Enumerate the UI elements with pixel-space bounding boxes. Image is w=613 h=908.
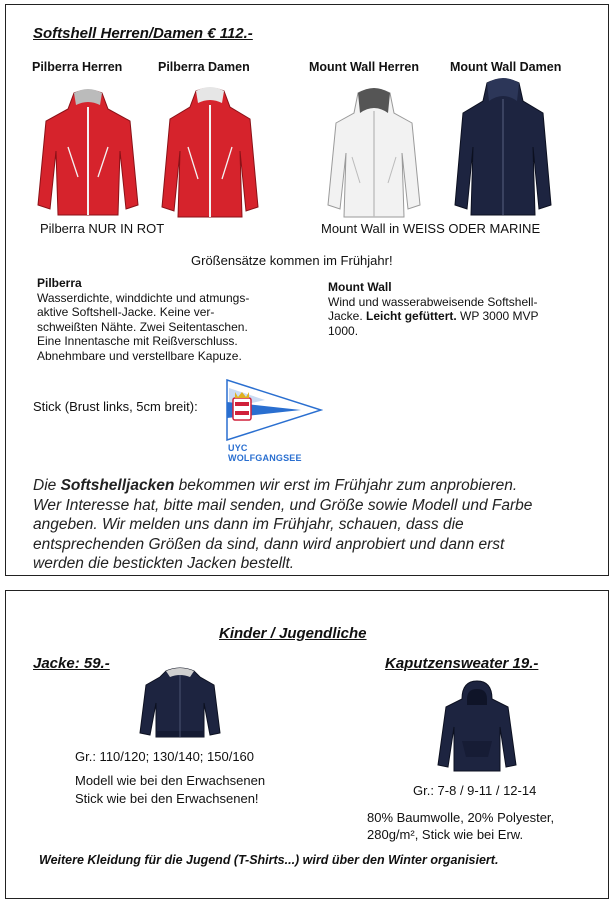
jacket-image-pilberra-damen — [158, 85, 262, 219]
para-text: bekommen wir erst im Frühjahr zum anprobieren. — [178, 477, 518, 494]
hoodie-material: 80% Baumwolle, 20% Polyester, — [367, 810, 555, 825]
caption-pilberra: Pilberra NUR IN ROT — [40, 221, 165, 236]
kids-hoodie-image — [436, 679, 518, 775]
pilberra-desc-line: aktive Softshell-Jacke. Keine ver- — [37, 305, 215, 319]
para-line: angeben. Wir melden uns dann im Frühjahr, schauen, dass die — [33, 516, 464, 533]
para-bold: Softshelljacken — [60, 477, 175, 494]
logo-text: UYC WOLFGANGSEE — [228, 443, 302, 463]
product-name-mountwall-damen: Mount Wall Damen — [450, 60, 562, 74]
kids-jacket-image — [138, 663, 222, 743]
para-line: werden die bestickten Jacken bestellt. — [33, 555, 295, 572]
pilberra-description — [37, 276, 287, 363]
kids-heading: Kinder / Jugendliche — [219, 625, 367, 642]
club-logo — [223, 378, 323, 463]
pilberra-desc-line: Abnehmbare und verstellbare Kapuze. — [37, 348, 242, 363]
softshell-section — [5, 4, 609, 576]
jacket-image-mountwall-damen — [449, 77, 557, 217]
jacket-image-mountwall-herren — [324, 87, 424, 219]
jacket-note-model: Modell wie bei den Erwachsenen — [75, 773, 266, 788]
jacket-image-pilberra-herren — [34, 87, 142, 217]
pilberra-desc-line: Wasserdichte, winddichte und atmungs- — [37, 290, 250, 305]
kids-section — [5, 590, 609, 899]
para-line: entsprechenden Größen da sind, dann wird anprobiert und dann erst — [33, 535, 505, 553]
softshell-heading: Softshell Herren/Damen € 112.- — [33, 25, 253, 42]
para-text: Die — [33, 477, 57, 494]
mountwall-desc-title: Mount Wall — [328, 280, 392, 294]
caption-mountwall: Mount Wall in WEISS ODER MARINE — [321, 221, 541, 236]
softshell-info-paragraph — [33, 476, 605, 574]
mountwall-desc-bold: Leicht gefüttert. — [366, 309, 457, 323]
pilberra-desc-line: schweißten Nähte. Zwei Seitentaschen. — [37, 319, 248, 334]
stick-label: Stick (Brust links, 5cm breit): — [33, 399, 198, 414]
product-name-mountwall-herren: Mount Wall Herren — [309, 60, 419, 74]
hoodie-sizes: Gr.: 7-8 / 9-11 / 12-14 — [413, 783, 537, 798]
mountwall-desc-text: WP 3000 MVP — [460, 309, 539, 323]
mountwall-desc-line2 — [328, 309, 588, 324]
kids-footer-note: Weitere Kleidung für die Jugend (T-Shirts...) wird über den Winter organisiert. — [39, 853, 499, 867]
mountwall-desc-line: Wind und wasserabweisende Softshell- — [328, 294, 538, 309]
jacket-note-stick: Stick wie bei den Erwachsenen! — [75, 791, 259, 806]
jacket-title: Jacke: 59.- — [33, 655, 110, 672]
pilberra-desc-title: Pilberra — [37, 276, 82, 290]
pilberra-desc-line: Eine Innentasche mit Reißverschluss. — [37, 334, 238, 348]
product-name-pilberra-herren: Pilberra Herren — [32, 60, 123, 74]
hoodie-title: Kaputzensweater 19.- — [385, 655, 539, 672]
product-name-pilberra-damen: Pilberra Damen — [158, 60, 250, 74]
para-line: Wer Interesse hat, bitte mail senden, und Größe sowie Modell und Farbe — [33, 496, 533, 514]
mountwall-desc-text: Jacke. — [328, 309, 363, 323]
jacket-sizes: Gr.: 110/120; 130/140; 150/160 — [75, 749, 255, 764]
sizes-note: Größensätze kommen im Frühjahr! — [191, 253, 393, 268]
mountwall-description — [328, 280, 588, 338]
hoodie-material: 280g/m², Stick wie bei Erw. — [367, 827, 524, 842]
para-first-line — [33, 476, 605, 496]
mountwall-desc-line: 1000. — [328, 323, 359, 338]
